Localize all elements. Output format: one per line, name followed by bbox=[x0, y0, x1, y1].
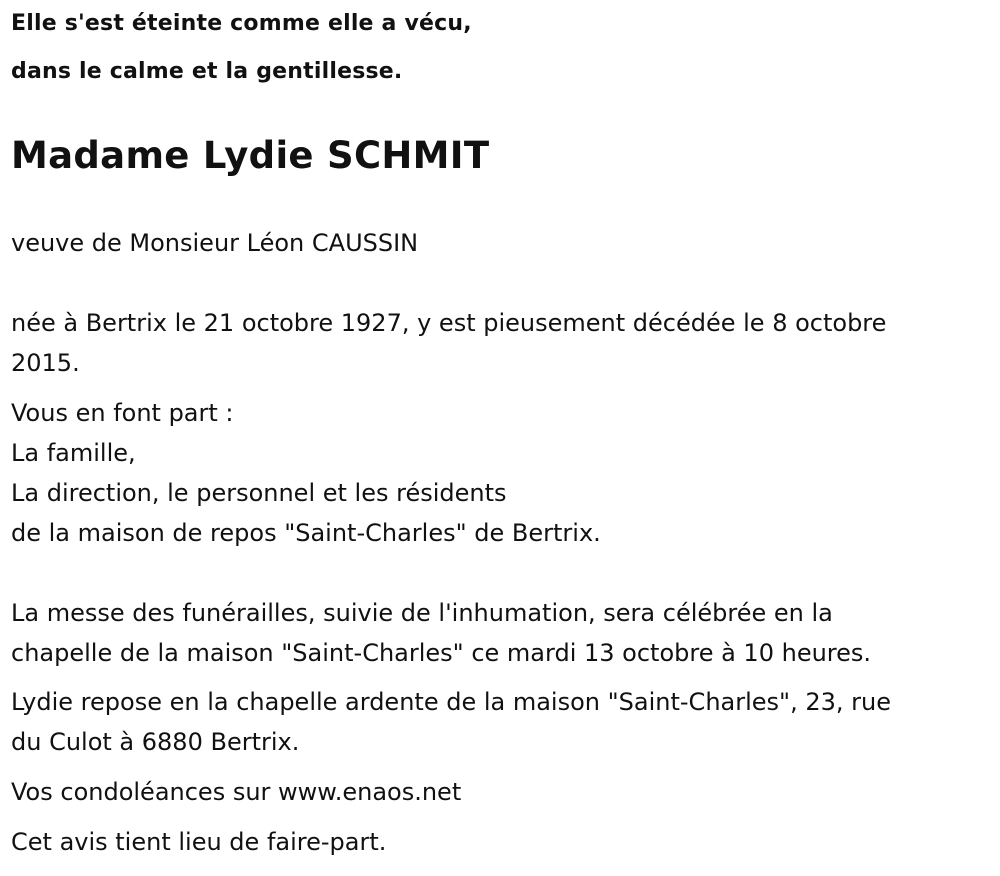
repose-line-2: du Culot à 6880 Bertrix. bbox=[11, 728, 300, 756]
funeral-line-2: chapelle de la maison "Saint-Charles" ce mardi 13 octobre à 10 heures. bbox=[11, 639, 872, 667]
announcement-staff: La direction, le personnel et les résidents bbox=[11, 479, 507, 507]
announcement-intro: Vous en font part : bbox=[11, 399, 234, 427]
deceased-name: Madame Lydie SCHMIT bbox=[11, 134, 490, 177]
funeral-line-1: La messe des funérailles, suivie de l'inhumation, sera célébrée en la bbox=[11, 599, 833, 627]
epigraph-line-2: dans le calme et la gentillesse. bbox=[11, 59, 403, 84]
notice-line: Cet avis tient lieu de faire-part. bbox=[11, 828, 387, 856]
birth-death-paragraph bbox=[11, 303, 981, 383]
repose-paragraph bbox=[11, 682, 981, 762]
birth-death-line-1: née à Bertrix le 21 octobre 1927, y est pieusement décédée le 8 octobre bbox=[11, 309, 887, 337]
condolences-line: Vos condoléances sur www.enaos.net bbox=[11, 778, 462, 806]
announcement-family: La famille, bbox=[11, 439, 136, 467]
birth-death-line-2: 2015. bbox=[11, 349, 80, 377]
epigraph-line-1: Elle s'est éteinte comme elle a vécu, bbox=[11, 11, 472, 36]
announcement-block bbox=[11, 393, 601, 553]
funeral-paragraph bbox=[11, 593, 981, 673]
repose-line-1: Lydie repose en la chapelle ardente de la maison "Saint-Charles", 23, rue bbox=[11, 688, 891, 716]
spouse-line: veuve de Monsieur Léon CAUSSIN bbox=[11, 229, 419, 257]
announcement-home: de la maison de repos "Saint-Charles" de Bertrix. bbox=[11, 519, 601, 547]
